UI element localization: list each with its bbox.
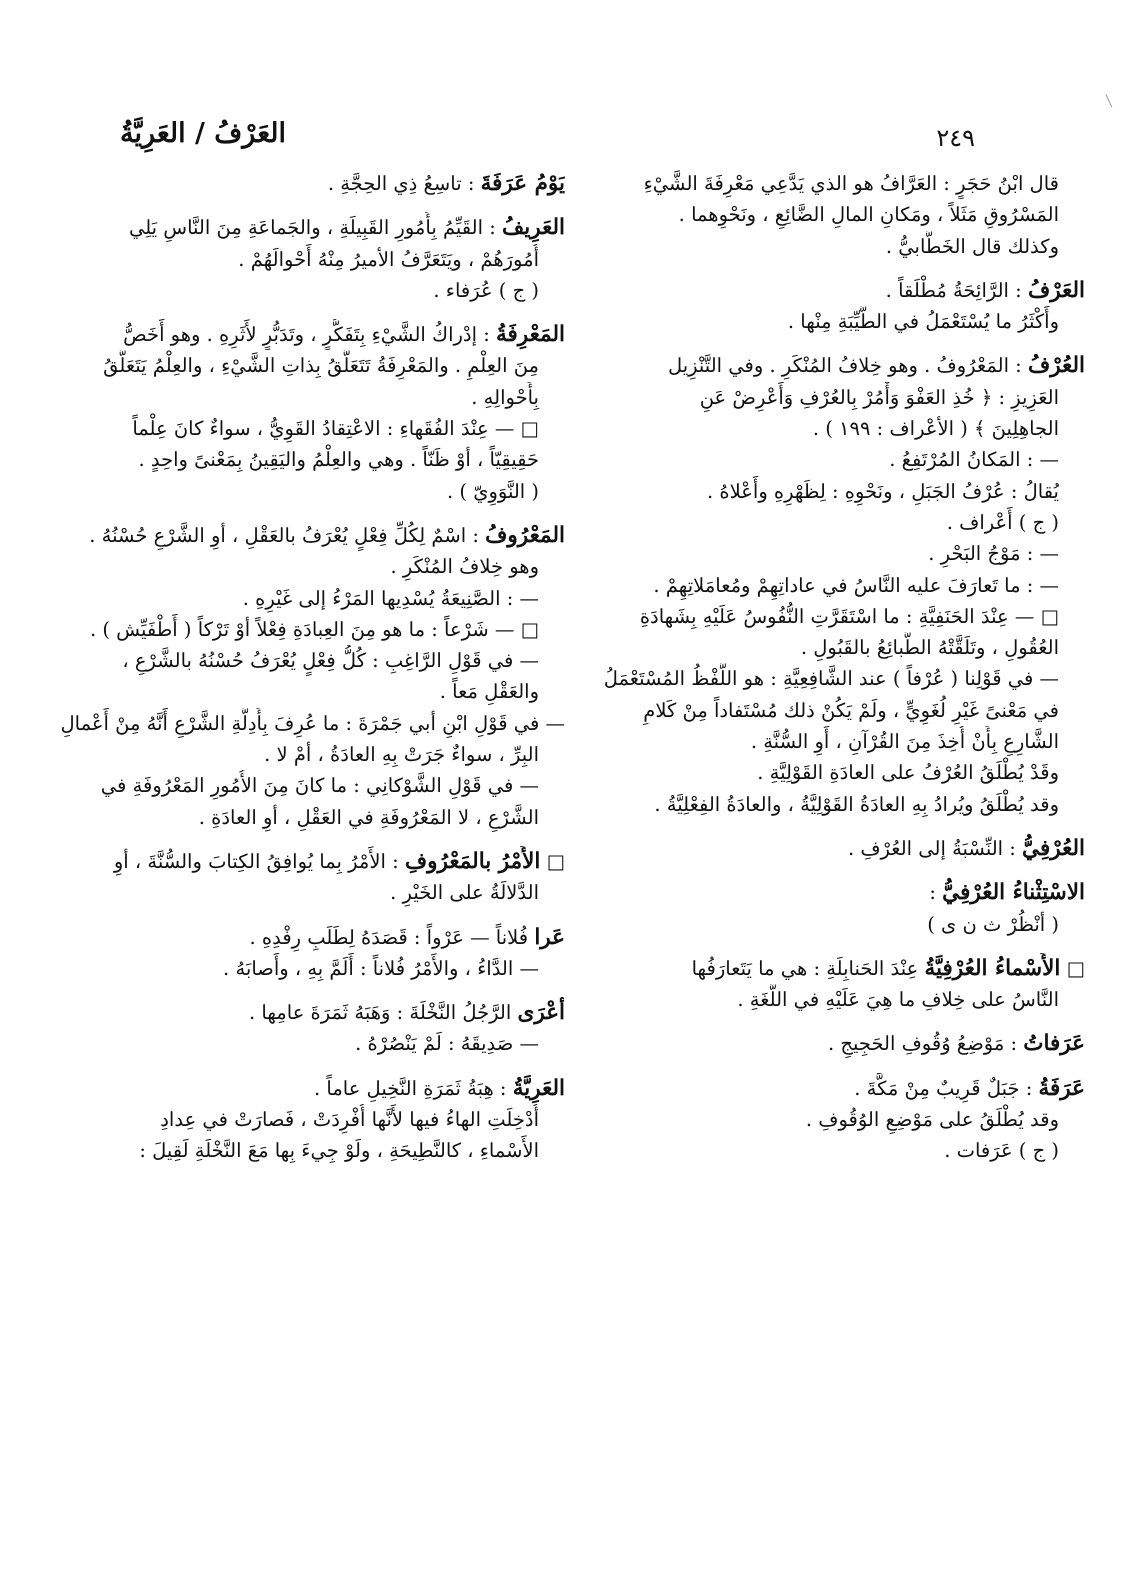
headword: يَوْمُ عَرَفَةَ [480,171,565,196]
entry-text: أُمُورَهُمْ ، ويَتَعَرَّفُ الأميرُ مِنْهُ أَحْوالَهُمْ . [238,247,539,271]
entry-line [580,695,1085,726]
headword: العَرْفُ [1027,277,1085,303]
entry-line [60,770,565,801]
entry-line [580,570,1085,601]
headword: المَعْرِفَةُ [496,322,565,348]
entry-line [580,444,1085,475]
entry-line [580,601,1085,632]
headword: العَرِيَّةُ [512,1075,565,1101]
headword: أَعْرَى [517,1000,565,1026]
entry-line [580,1073,1085,1104]
dictionary-entry [580,1028,1085,1059]
entry-line [60,953,565,984]
headword: عَرَفاتُ [1023,1031,1085,1057]
entry-text: — في قَوْلِنا ( عُرْفاً ) عند الشَّافِعِيَّةِ : هو اللَّفْظُ المُسْتَعْمَلُ [603,667,1059,691]
entry-text: □ — شَرْعاً : ما هو مِنَ العِبادَةِ فِعْلاً أوْ تَرْكاً ( أَطْفَيِّش ) . [89,617,539,641]
left-column [60,168,565,1180]
entry-line [580,833,1085,864]
headword: الأَمْرُ بالمَعْرُوفِ [404,848,541,874]
headword: المَعْرُوفُ [485,522,565,548]
entry-line [60,1135,565,1166]
dictionary-entry [60,1073,565,1167]
entry-line [580,413,1085,444]
entry-text: : النِّسْبَةُ إلى العُرْفِ . [847,836,1023,860]
dictionary-entry [60,520,565,833]
entry-text: ( ج ) أَعْراف . [946,510,1059,534]
entry-line [60,614,565,645]
entry-line [60,1028,565,1059]
entry-text: ( ج ) عُرَفاء . [433,278,539,302]
entry-line [60,645,565,676]
entry-line [60,476,565,507]
entry-line [580,199,1085,230]
entry-text: النَّاسُ على خِلافِ ما هِيَ عَلَيْهِ في اللُّغَةِ . [737,988,1059,1012]
entry-text: الشَّارِعِ بِأَنْ أُخِذَ مِنَ القُرْآنِ ، أَوِ السُّنَّةِ . [750,730,1059,754]
entry-line [60,997,565,1028]
entry-text: الشَّرْعِ ، لا المَعْرُوفَةِ في العَقْلِ ، أوِ العادَةِ . [198,805,539,829]
entry-line [580,984,1085,1015]
entry-text: : الأَمْرُ بِما يُوافِقُ الكِتابَ والسُّنَّةَ ، أوِ [113,849,405,873]
dictionary-entry [580,1073,1085,1167]
entry-text: — : ما تَعارَفَ عليه النَّاسُ في عاداتِهِمْ ومُعامَلاتِهِمْ . [653,573,1059,597]
entry-text: يُقالُ : عُرْفُ الجَبَلِ ، ونَحْوِهِ : لِظَهْرِهِ وأَعْلاهُ . [707,479,1059,503]
entry-text: — في قَوْلِ الشَّوْكانِي : ما كانَ مِنَ الأُمُورِ المَعْرُوفَةِ في [100,774,539,798]
entry-text: ( أنْظُرْ ث ن ى ) [927,912,1059,936]
entry-text: في مَعْنىً غَيْرِ لُغَوِيٍّ ، ولَمْ يَكُنْ ذلك مُسْتَفاداً مِنْ كَلامِ [643,698,1059,722]
entry-line [60,212,565,243]
dictionary-entry [580,953,1085,1016]
entry-text: فُلاناً — عَرْواً : قَصَدَهُ لِطَلَبِ رِفْدِهِ . [249,925,535,949]
entry-line [580,909,1085,940]
entry-line [580,632,1085,663]
headword: العُرْفِيُّ [1022,835,1085,861]
entry-line [580,476,1085,507]
entry-text: مِنَ العِلْمِ . والمَعْرِفَةُ تَتَعَلَّقُ بِذاتِ الشَّيْءِ ، والعِلْمُ يَتَعَلَّقُ [103,354,539,378]
entry-line [580,231,1085,262]
entry-line [60,275,565,306]
dictionary-entry [60,997,565,1060]
margin-mark [1105,91,1119,107]
entry-text: ( النَّوَوِيّ ) . [446,479,539,503]
headword: العُرْفُ [1027,353,1085,379]
entry-text: والعَقْلِ مَعاً . [439,680,539,704]
entry-line [580,382,1085,413]
dictionary-entry [60,319,565,507]
entry-line [580,1104,1085,1135]
entry-text: — : مَوْجُ البَحْرِ . [928,542,1059,566]
entry-text: وقد يُطْلَقُ على مَوْضِعِ الوُقُوفِ . [805,1108,1059,1132]
entry-text: — : الصَّنِيعَةُ يُسْدِيها المَرْءُ إلى غَيْرِهِ . [242,586,539,610]
entry-text: الأَسْماءِ ، كالنَّطِيحَةِ ، ولَوْ جِيءَ بِها مَعَ النَّخْلَةِ لَقِيلَ : [139,1139,539,1163]
entry-text: الدَّلالَةُ على الخَيْرِ . [390,881,539,905]
entry-line [580,789,1085,820]
entry-text: العَزِيزِ : ﴿ خُذِ العَفْوَ وَأْمُرْ بِالعُرْفِ وَأَعْرِضْ عَنِ [699,385,1059,409]
entry-text: : القَيِّمُ بِأُمُورِ القَبِيلَةِ ، والجَماعَةِ مِنَ النَّاسِ يَلِي [128,216,502,240]
dictionary-entry [60,168,565,199]
entry-text: الجاهِلِينَ ﴾ ( الأعْراف : ١٩٩ ) . [812,417,1059,441]
dictionary-entry [580,833,1085,864]
dictionary-entry [580,168,1085,262]
headword: الأَسْماءُ العُرْفِيَّةُ [924,955,1061,981]
entry-line [580,275,1085,306]
entry-line [60,1073,565,1104]
entry-line [60,708,565,739]
entry-text: وقد يُطْلَقُ ويُرادُ بِهِ العادَةُ القَوْلِيَّةُ ، والعادَةُ الفِعْلِيَّةُ . [654,792,1059,816]
entry-line [580,168,1085,199]
entry-text: وقَدْ يُطْلَقُ العُرْفُ على العادَةِ القَوْلِيَّةِ . [757,761,1059,785]
entry-line [580,953,1085,984]
entry-line [580,1135,1085,1166]
entry-line [60,319,565,350]
entry-text: ( ج ) عَرَفات . [944,1139,1059,1163]
entry-text: بِأَحْوالِهِ . [471,385,539,409]
entry-text: البِرِّ ، سواءٌ جَرَتْ بِهِ العادَةُ ، أمْ لا . [264,743,539,767]
entry-text: حَقِيقِيّاً ، أوْ ظَنّاً . وهي والعِلْمُ واليَقِينُ بِمَعْنىً واحِدٍ . [138,448,539,472]
entry-text: عِنْدَ الحَنابِلَةِ : هي ما يَتَعارَفُها [691,956,925,980]
entry-line [60,168,565,199]
entry-text: □ — عِنْدَ الفُقَهاءِ : الاعْتِقادُ القَوِيُّ ، سواءٌ كانَ عِلْماً [132,417,539,441]
entry-line [60,802,565,833]
entry-text: وهو خِلافُ المُنْكَرِ . [390,555,539,579]
page-header [120,112,1005,152]
entry-line [60,244,565,275]
entry-text: الرَّجُلُ النَّخْلَةَ : وَهَبَهُ ثَمَرَةَ عامِها . [248,1001,518,1025]
entry-line [60,444,565,475]
entry-text: قال ابْنُ حَجَرٍ : العَرَّافُ هو الذي يَدَّعِي مَعْرِفَةَ الشَّيْءِ [643,172,1059,195]
entry-line [580,663,1085,694]
entry-line [60,846,565,877]
dictionary-entry [580,877,1085,940]
page-number: ٢٤٩ [936,124,975,152]
entry-line [60,583,565,614]
entry-text: : تاسِعُ ذِي الحِجَّةِ . [327,172,481,195]
entry-text: — : المَكانُ المُرْتَفِعُ . [889,448,1059,472]
entry-line [580,350,1085,381]
entry-line [60,413,565,444]
entry-line [60,350,565,381]
headword: العَرِيفُ [502,215,565,241]
entry-line [580,306,1085,337]
dictionary-entry [580,350,1085,819]
entry-line [60,382,565,413]
headword: الاسْتِثْناءُ العُرْفِيُّ [942,880,1085,906]
headword: عَرا [534,924,565,950]
entry-text: : جَبَلٌ قَرِيبٌ مِنْ مَكَّةَ . [854,1076,1039,1100]
entry-text: وأَكْثَرُ ما يُسْتَعْمَلُ في الطَّيِّبَةِ مِنْها . [787,310,1059,334]
entry-text: □ — عِنْدَ الحَنَفِيَّةِ : ما اسْتَقَرَّتِ النُّفُوسُ عَلَيْهِ بِشَهادَةِ [639,604,1059,628]
entry-line [580,757,1085,788]
entry-text: وكذلك قال الخَطَّابيُّ . [885,234,1059,258]
dictionary-entry [580,275,1085,338]
entry-line [60,551,565,582]
dictionary-entry [60,212,565,306]
entry-text: العُقُولِ ، وتَلَقَّتْهُ الطَّبائِعُ بالقَبُولِ . [800,636,1059,660]
entry-line [580,1028,1085,1059]
entry-text: : هِبَةُ ثَمَرَةِ النَّخِيلِ عاماً . [314,1076,513,1100]
entry-text: — في قَوْلِ ابْنِ أبي جَمْرَةَ : ما عُرِفَ بِأَدِلَّةِ الشَّرْعِ أَنَّهُ مِنْ أَعْمالِ [60,711,565,735]
headword: عَرَفَةُ [1038,1075,1085,1101]
entry-text: : مَوْضِعُ وُقُوفِ الحَجِيجِ . [827,1032,1024,1056]
entry-line [580,538,1085,569]
entry-text: أُدْخِلَتِ الهاءُ فيها لأَنَّها أُفْرِدَتْ ، فَصارَتْ في عِدادِ [160,1108,539,1132]
entry-text: : المَعْرُوفُ . وهو خِلافُ المُنْكَرِ . وفي التَّنْزِيل [667,354,1028,378]
entry-line [60,676,565,707]
running-head: العَرْفُ / العَرِيَّةُ [120,118,286,149]
right-column [580,168,1085,1180]
dictionary-entry [60,846,565,909]
entry-text: — في قَوْلِ الرَّاغِبِ : كُلُّ فِعْلٍ يُعْرَفُ حُسْنُهُ بالشَّرْعِ ، [122,649,539,673]
entry-line [60,739,565,770]
entry-line [60,877,565,908]
dictionary-entry [60,922,565,985]
entry-line [60,922,565,953]
entry-line [580,877,1085,908]
entry-line [580,726,1085,757]
entry-text: : الرَّائِحَةُ مُطْلَقاً . [885,278,1028,302]
entry-text: : [929,881,943,905]
entry-line [60,520,565,551]
entry-marker: □ [1060,956,1085,980]
entry-marker: □ [540,849,565,873]
entry-text: — الدَّاءُ ، والأَمْرُ فُلاناً : أَلَمَّ بِهِ ، وأَصابَهُ . [223,956,539,980]
entry-line [580,507,1085,538]
entry-text: — صَدِيقَهُ : لَمْ يَنْصُرْهُ . [355,1032,539,1056]
entry-text: المَسْرُوقِ مَثَلاً ، ومَكانِ المالِ الضَّائِعِ ، ونَحْوِهما . [678,203,1059,227]
entry-line [60,1104,565,1135]
entry-text: : إدْراكُ الشَّيْءِ بِتَفَكُّرٍ ، وتَدَبُّرٍ لأَثَرِهِ . وهو أَخَصُّ [123,323,496,347]
entry-text: : اسْمٌ لِكُلِّ فِعْلٍ يُعْرَفُ بالعَقْلِ ، أوِ الشَّرْعِ حُسْنُهُ . [89,523,486,547]
